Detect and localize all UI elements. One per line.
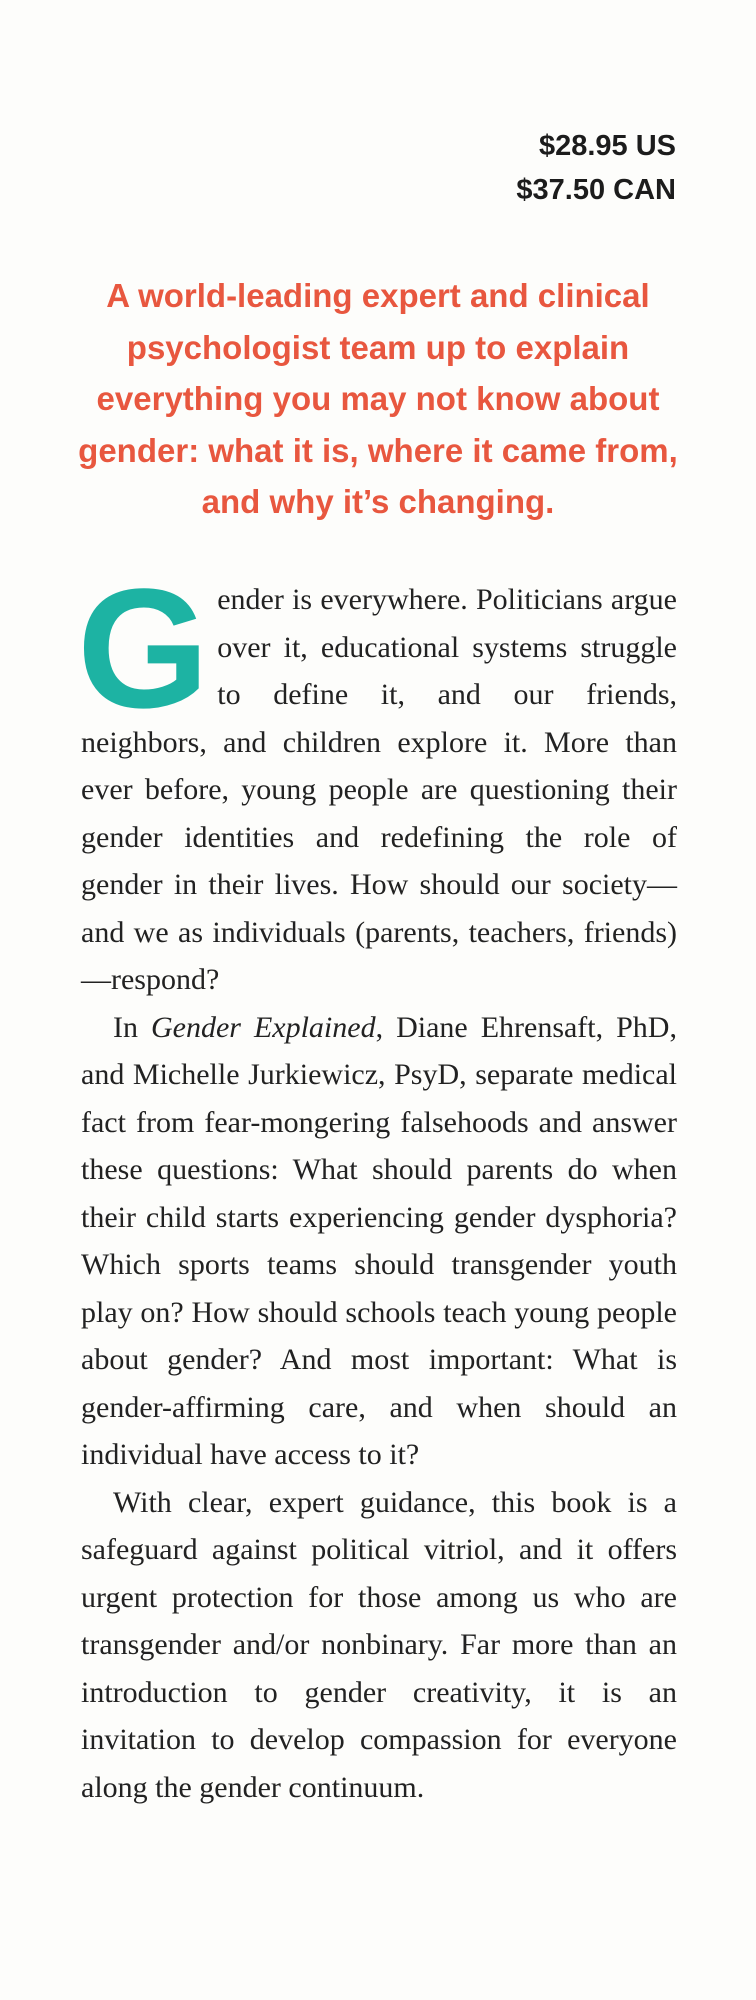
tagline: A world-leading expert and clinical psychologist team up to explain everything you may not know about gender: what it is, where it came from, and why it’s changing. [78,277,678,520]
paragraph-2 [81,1004,677,1479]
paragraph-2-text: , Diane Ehrensaft, PhD, and Michelle Jurkiewicz, PsyD, separate medical fact from fear-mongering falsehoods and answer these questions: What should parents do when their child starts experiencing gender dysphoria? Which sports teams should transgender youth play on? How should schools teach young people about gender? And most important: What is gender-affirming care, and when should an individual have access to it? [81,1010,677,1471]
paragraph-3: With clear, expert guidance, this book is a safeguard against political vitriol, and it offers urgent protection for those among us who are transgender and/or nonbinary. Far more than an introduction to gender creativity, it is an invitation to develop compassion for everyone along the gender continuum. [81,1485,677,1804]
book-title: Gender Explained [150,1010,376,1044]
drop-cap: G [77,554,210,744]
description [77,554,677,1811]
price-can: $37.50 CAN [516,174,676,206]
price-us: $28.95 US [538,130,676,162]
paragraph-1 [77,554,677,1004]
paragraph-2-lead: In [113,1010,151,1044]
paragraph-1-text: ender is everywhere. Politicians argue over it, educational systems struggle to define it, and our friends, neighbors, and children explore it. More than ever before, young people are questioning their gender identities and redefining the role of gender in their lives. How should our society—and we as individuals (parents, teachers, friends)—respond? [81,583,677,996]
